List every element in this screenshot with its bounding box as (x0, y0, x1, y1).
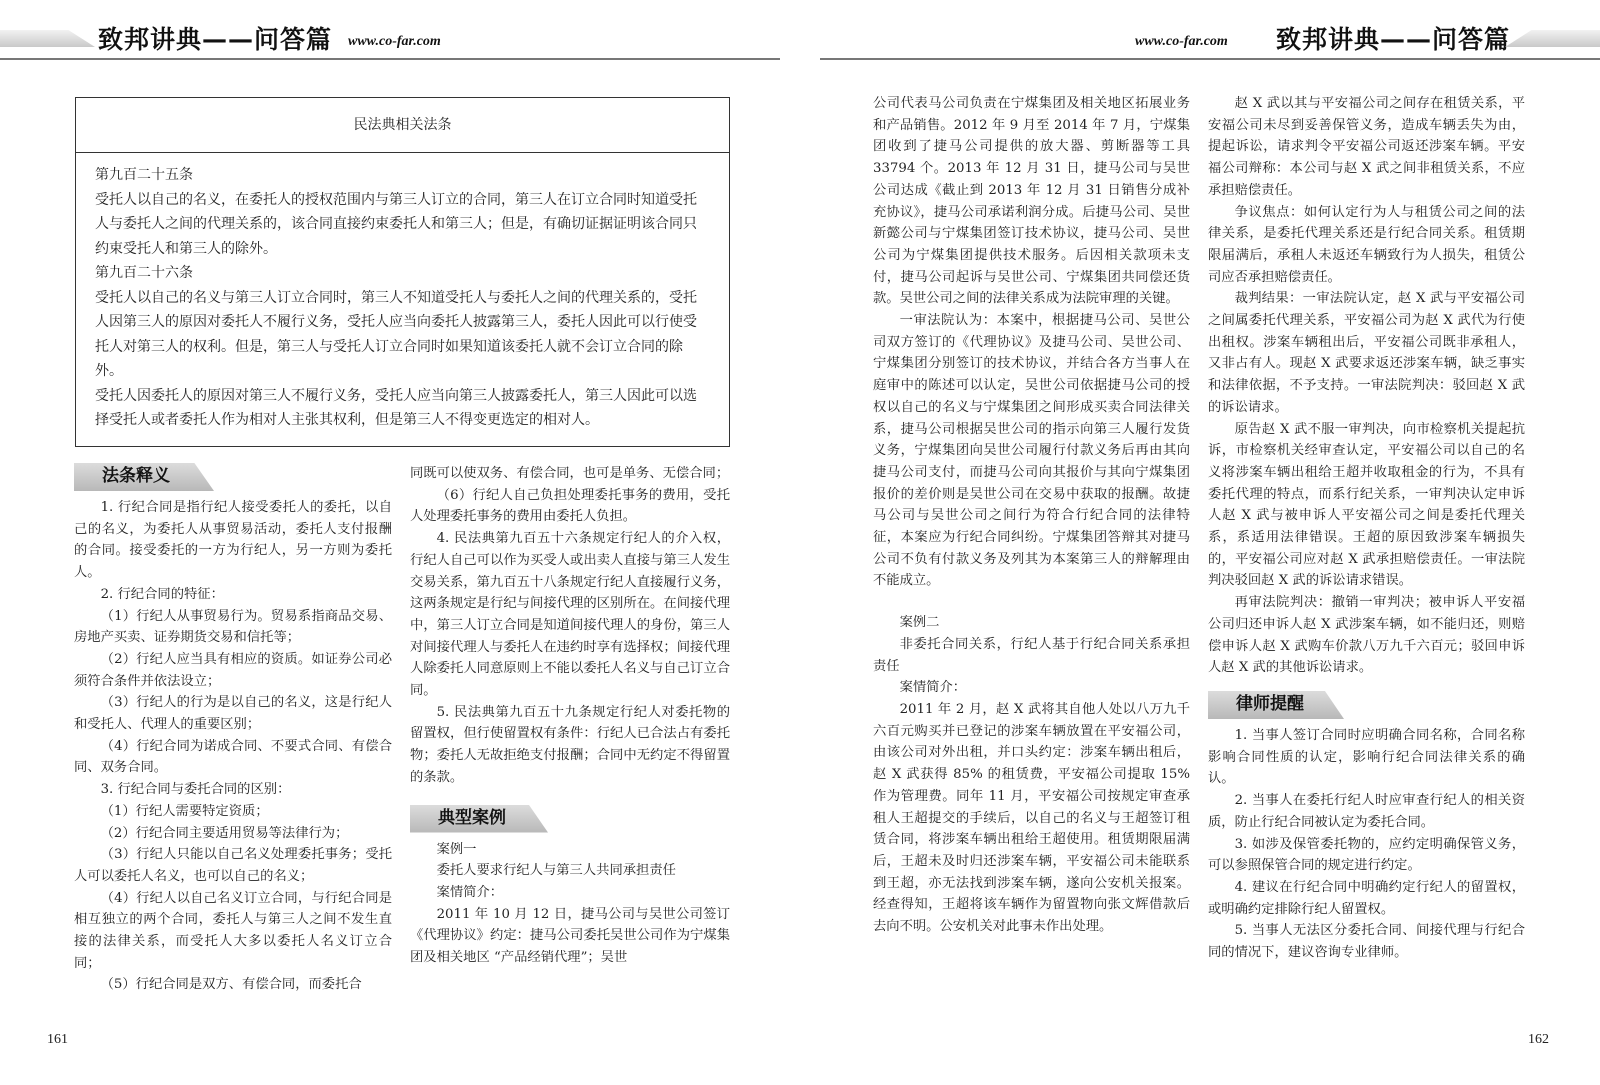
paragraph: 争议焦点：如何认定行为人与租赁公司之间的法律关系，是委托代理关系还是行纪合同关系。租赁期限届满后，承租人未返还车辆致行为人损失，租赁公司应否承担赔偿责任。 (1208, 204, 1525, 285)
paragraph: 3. 行纪合同与委托合同的区别： (100, 782, 291, 798)
law-article-text: 受托人以自己的名义与第三人订立合同时，第三人不知道受托人与委托人之间的代理关系的，受托人因第三人的原因对委托人不履行义务，受托人应当向委托人披露第三人，委托人因此可以行使受托人对第三人的权利。但是，第三人与受托人订立合同时如果知道该委托人就不会订立合同的除外。 (95, 289, 697, 379)
paragraph: （1）行纪人需要特定资质； (100, 803, 269, 819)
tip-item: 1. 当事人签订合同时应明确合同名称，合同名称影响合同性质的认定，影响行纪合同法律关系的确认。 (1208, 727, 1525, 787)
tip-item: 4. 建议在行纪合同中明确约定行纪人的留置权，或明确约定排除行纪人留置权。 (1208, 879, 1525, 917)
header-title-left: 致邦讲典——问答篇 (98, 25, 333, 54)
paragraph: （3）行纪人的行为是以自己的名义，这是行纪人和受托人、代理人的重要区别； (74, 695, 392, 733)
paragraph: （5）行纪合同是双方、有偿合同，而委托合 (100, 977, 362, 993)
case-subtitle: 委托人要求行纪人与第三人共同承担责任 (436, 863, 676, 879)
paragraph: 2011 年 2 月，赵 X 武将其自他人处以八万九千六百元购买并已登记的涉案车辆放置在平安福公司，由该公司对外出租，并口头约定：涉案车辆出租后，赵 X 武获得 85% 的租赁费，平安福公司提取 15% 作为管理费。同年 11 月，平安福公司按规定审查承租人王超提交的手续后，以自己的名义与王超签订租赁合同，将涉案车辆出租给王超使用。租赁期限届满后，王超未及时归还涉案车辆，平安福公司未能联系到王超，亦无法找到涉案车辆，遂向公安机关报案。经查得知，王超将该车辆作为留置物向张文辉借款后去向不明。公安机关对此事未作出处理。 (873, 701, 1190, 935)
header-url-right: www.co-far.com (1135, 34, 1228, 49)
paragraph: （4）行纪人以自己名义订立合同，与行纪合同是相互独立的两个合同，委托人与第三人之间不发生直接的法律关系，而受托人大多以委托人名义订立合同； (74, 890, 392, 971)
tip-item: 2. 当事人在委托行纪人时应审查行纪人的相关资质，防止行纪合同被认定为委托合同。 (1208, 793, 1525, 830)
section-heading-cases: 典型案例 (410, 805, 730, 833)
paragraph: （6）行纪人自己负担处理委托事务的费用，受托人处理委托事务的费用由委托人负担。 (410, 487, 730, 525)
law-box-body (76, 153, 729, 433)
law-article-text: 受托人以自己的名义，在委托人的授权范围内与第三人订立的合同，第三人在订立合同时知道受托人与委托人之间的代理关系的，该合同直接约束委托人和第三人；但是，有确切证据证明该合同只约束受托人和第三人的除外。 (95, 191, 697, 257)
interpretation-column-2 (410, 463, 730, 969)
paragraph: 一审法院认为：本案中，根据捷马公司、吴世公司双方签订的《代理协议》及捷马公司、吴世公司、宁煤集团分别签订的技术协议，并结合各方当事人在庭审中的陈述可以认定，吴世公司依据捷马公司的授权以自己的名义与宁煤集团之间形成买卖合同法律关系，捷马公司根据吴世公司的指示向第三人履行发货义务，宁煤集团向吴世公司履行付款义务后再由其向捷马公司支付，而捷马公司向其报价与其向宁煤集团报价的差价则是吴世公司在交易中获取的报酬。故捷马公司与吴世公司之间行为符合行纪合同的法律特征，本案应为行纪合同纠纷。宁煤集团答辩其对捷马公司不负有付款义务及列其为本案第三人的辩解理由不能成立。 (873, 313, 1190, 589)
law-article-text: 受托人因委托人的原因对第三人不履行义务，受托人应当向第三人披露委托人，第三人因此可以选择受托人或者委托人作为相对人主张其权利，但是第三人不得变更选定的相对人。 (95, 387, 697, 428)
interpretation-column-1 (74, 463, 392, 996)
law-articles-box (75, 97, 730, 447)
tip-item: 3. 如涉及保管委托物的，应约定明确保管义务，可以参照保管合同的规定进行约定。 (1208, 836, 1525, 874)
paragraph: （4）行纪合同为诺成合同、不要式合同、有偿合同、双务合同。 (74, 738, 392, 776)
section-heading-lawyer-tips: 律师提醒 (1208, 691, 1525, 719)
paragraph: 2011 年 10 月 12 日，捷马公司与吴世公司签订《代理协议》约定：捷马公司委托吴世公司作为宁煤集团及相关地区 “产品经销代理”；吴世 (410, 906, 730, 966)
page-number-right: 162 (1528, 1032, 1549, 1047)
paragraph: 同既可以使双务、有偿合同，也可是单务、无偿合同； (410, 466, 730, 481)
header-url-left: www.co-far.com (348, 34, 441, 49)
paragraph: 4. 民法典第九百五十六条规定行纪人的介入权，行纪人自己可以作为买受人或出卖人直接与第三人发生交易关系，第九百五十八条规定行纪人直接履行义务，这两条规定是行纪与间接代理的区别所在。在间接代理中，第三人订立合同是知道间接代理人的身份，第三人对间接代理人与委托人在违约时享有选择权；间接代理人除委托人同意原则上不能以委托人名义与自己订立合同。 (410, 531, 730, 699)
paragraph: 公司代表马公司负责在宁煤集团及相关地区拓展业务和产品销售。2012 年 9 月至 2014 年 7 月，宁煤集团收到了捷马公司提供的放大器、剪断器等工具 33794 个。2013 年 12 月 31 日，捷马公司与吴世公司达成《截止到 2013 年 12 月 31 日销售分成补充协议》，捷马公司承诺利润分成。后捷马公司、吴世新懿公司与宁煤集团签订技术协议，捷马公司、吴世公司为宁煤集团提供技术服务。后因相关款项未支付，捷马公司起诉与吴世公司、宁煤集团共同偿还货款。吴世公司之间的法律关系成为法院审理的关键。 (873, 96, 1190, 307)
law-article-heading: 第九百二十五条 (95, 167, 193, 183)
paragraph: （3）行纪人只能以自己名义处理委托事务；受托人可以委托人名义，也可以自己的名义； (74, 847, 392, 884)
paragraph: （2）行纪合同主要适用贸易等法律行为； (100, 825, 349, 841)
paragraph: 5. 民法典第九百五十九条规定行纪人对委托物的留置权，但行使留置权有条件：行纪人已合法占有委托物；委托人无故拒绝支付报酬；合同中无约定不得留置的条款。 (410, 704, 730, 785)
cases-column-4 (1208, 93, 1525, 964)
paragraph: 原告赵 X 武不服一审判决，向市检察机关提起抗诉，市检察机关经审查认定，平安福公司以自己的名义将涉案车辆出租给王超并收取租金的行为，不具有委托代理的特点，而系行纪关系，一审判决认定申诉人赵 X 武与被申诉人平安福公司之间是委托代理关系，系适用法律错误。王超的原因致涉案车辆损失的，平安福公司应对赵 X 武承担赔偿责任。一审法院判决驳回赵 X 武的诉讼请求错误。 (1208, 421, 1525, 589)
page-number-left: 161 (47, 1032, 68, 1047)
header-decoration-left (0, 30, 95, 47)
header-decoration-right (1505, 30, 1600, 47)
header-title-right: 致邦讲典——问答篇 (1276, 25, 1511, 54)
paragraph: （2）行纪人应当具有相应的资质。如证券公司必须符合条件并依法设立； (74, 651, 392, 689)
case-summary-label: 案情简介： (436, 884, 504, 900)
law-article-heading: 第九百二十六条 (95, 265, 193, 281)
paragraph: （1）行纪人从事贸易行为。贸易系指商品交易、房地产买卖、证券期货交易和信托等； (74, 608, 392, 646)
case-summary-label: 案情简介： (899, 680, 967, 696)
paragraph: 1. 行纪合同是指行纪人接受委托人的委托，以自己的名义，为委托人从事贸易活动，委托人支付报酬的合同。接受委托的一方为行纪人，另一方则为委托人。 (74, 500, 392, 581)
header-rule-right (820, 58, 1600, 60)
tip-item: 5. 当事人无法区分委托合同、间接代理与行纪合同的情况下，建议咨询专业律师。 (1208, 923, 1525, 961)
cases-column-3 (873, 93, 1190, 938)
case-title: 案例一 (436, 841, 477, 857)
section-heading-interpretation: 法条释义 (74, 463, 392, 491)
case-subtitle: 非委托合同关系，行纪人基于行纪合同关系承担责任 (873, 636, 1190, 674)
law-box-title: 民法典相关法条 (76, 98, 729, 153)
paragraph: 赵 X 武以其与平安福公司之间存在租赁关系，平安福公司未尽到妥善保管义务，造成车辆丢失为由，提起诉讼，请求判令平安福公司返还涉案车辆。平安福公司辩称：本公司与赵 X 武之间非租赁关系，不应承担赔偿责任。 (1208, 96, 1525, 198)
case-title: 案例二 (899, 615, 940, 631)
paragraph: 再审法院判决：撤销一审判决；被申诉人平安福公司归还申诉人赵 X 武涉案车辆，如不能归还，则赔偿申诉人赵 X 武购车价款八万九千六百元；驳回申诉人赵 X 武的其他诉讼请求。 (1208, 595, 1525, 676)
paragraph: 裁判结果：一审法院认定，赵 X 武与平安福公司之间属委托代理关系，平安福公司为赵 X 武代为行使出租权。涉案车辆租出后，平安福公司既非承租人，又非占有人。现赵 X 武要求返还涉案车辆，缺乏事实和法律依据，不予支持。一审法院判决：驳回赵 X 武的诉讼请求。 (1208, 291, 1525, 415)
paragraph: 2. 行纪合同的特征： (100, 586, 224, 602)
header-rule-left (0, 58, 780, 60)
